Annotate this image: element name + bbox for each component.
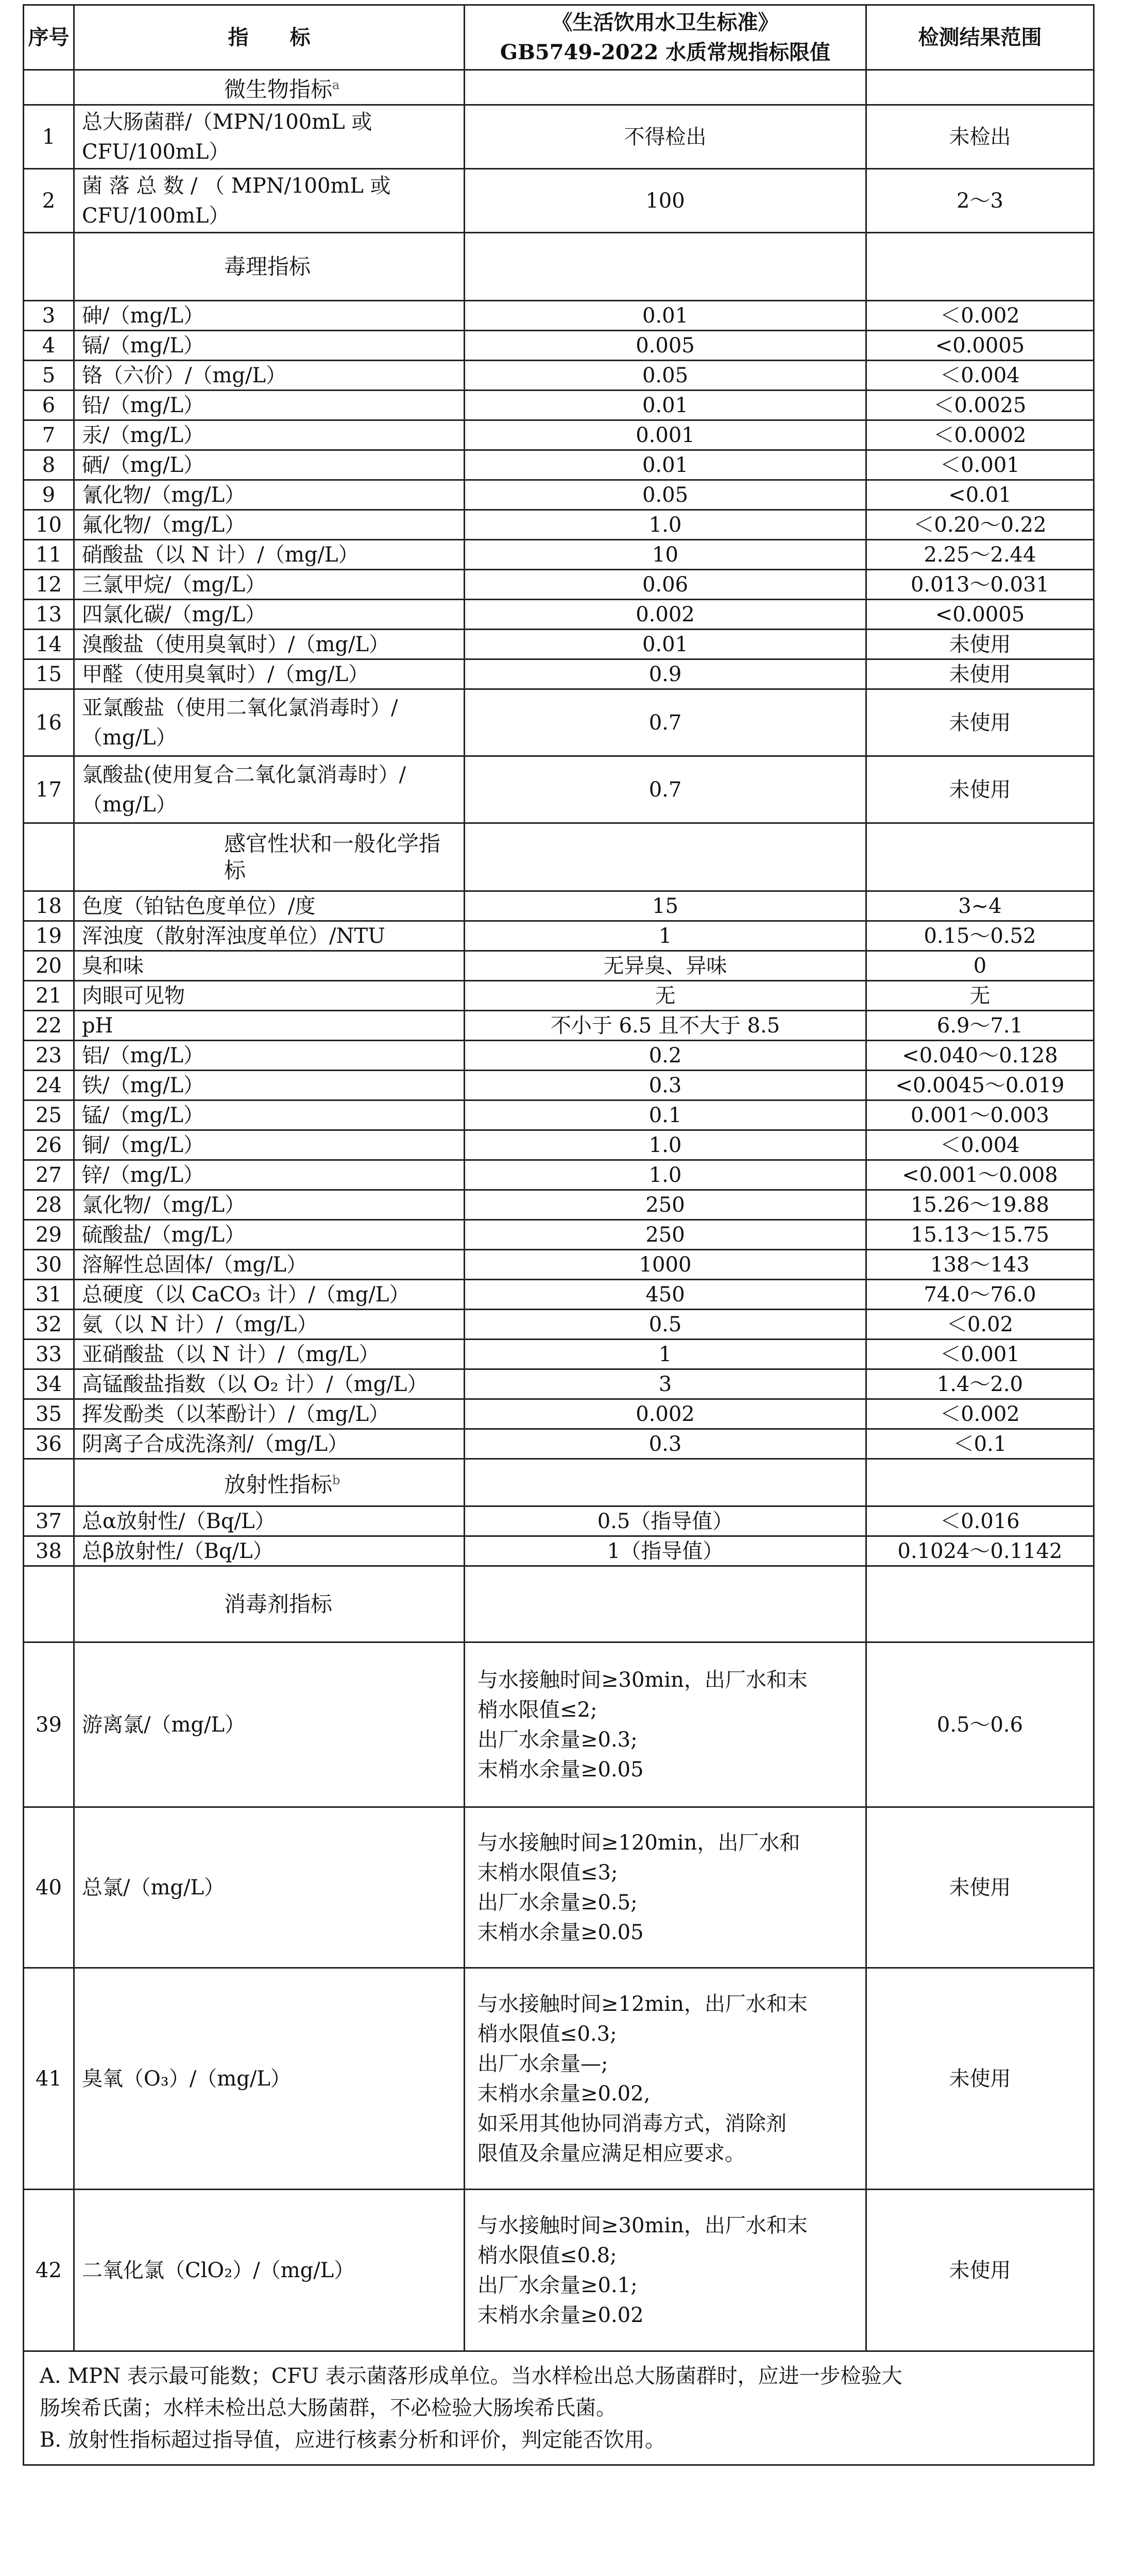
row-result: 0.013～0.031 — [866, 570, 1094, 600]
table-row — [24, 540, 1094, 570]
row-no: 15 — [24, 659, 74, 689]
row-no: 11 — [24, 540, 74, 570]
row-result: <0.0045～0.019 — [866, 1071, 1094, 1100]
table-row — [24, 1041, 1094, 1071]
note-line: B. 放射性指标超过指导值，应进行核素分析和评价，判定能否饮用。 — [40, 2428, 665, 2452]
row-indicator: 三氯甲烷/（mg/L） — [74, 570, 465, 600]
table-row — [24, 1399, 1094, 1429]
row-no: 3 — [24, 301, 74, 331]
row-result: <0.0005 — [866, 331, 1094, 361]
row-no: 18 — [24, 891, 74, 921]
row-no: 19 — [24, 921, 74, 951]
table-row — [24, 1807, 1094, 1968]
row-no: 7 — [24, 420, 74, 450]
row-limit-line: 如采用其他协同消毒方式，消除剂 — [477, 2111, 787, 2136]
section-title: 感官性状和一般化学指标 — [224, 831, 441, 883]
table-row — [24, 600, 1094, 630]
row-limit: 0.05 — [465, 480, 866, 510]
row-result: 未使用 — [866, 689, 1094, 756]
row-result: 0.5～0.6 — [866, 1642, 1094, 1807]
section-title: 毒理指标 — [224, 253, 311, 279]
row-no: 12 — [24, 570, 74, 600]
row-indicator: 总硬度（以 CaCO₃ 计）/（mg/L） — [74, 1280, 465, 1310]
table-row — [24, 689, 1094, 756]
row-indicator: 汞/（mg/L） — [74, 420, 465, 450]
row-limit-line: 与水接触时间≥30min，出厂水和末 — [477, 1668, 808, 1692]
row-no: 4 — [24, 331, 74, 361]
row-limit-line: 出厂水余量≥0.1; — [477, 2273, 638, 2297]
row-indicator: 溶解性总固体/（mg/L） — [74, 1250, 465, 1280]
table-row — [24, 1429, 1094, 1459]
table-row — [24, 1369, 1094, 1399]
row-result: 138～143 — [866, 1250, 1094, 1280]
row-result: 0 — [866, 951, 1094, 981]
table-row — [24, 510, 1094, 540]
row-indicator: 高锰酸盐指数（以 O₂ 计）/（mg/L） — [74, 1369, 465, 1399]
row-result: 未使用 — [866, 756, 1094, 823]
row-limit: 0.01 — [465, 450, 866, 480]
row-indicator: pH — [74, 1011, 465, 1041]
row-limit: 1 — [465, 921, 866, 951]
row-no: 6 — [24, 391, 74, 420]
table-row — [24, 391, 1094, 420]
row-result: ＜0.001 — [866, 450, 1094, 480]
section-row — [24, 823, 1094, 891]
row-result: 6.9～7.1 — [866, 1011, 1094, 1041]
section-row — [24, 233, 1094, 301]
row-no: 37 — [24, 1506, 74, 1536]
row-result: ＜0.002 — [866, 301, 1094, 331]
table-row — [24, 105, 1094, 169]
section-no-cell — [24, 233, 74, 301]
row-indicator: 菌 落 总 数 / （ MPN/100mL 或 CFU/100mL） — [74, 169, 465, 233]
notes-row — [24, 2351, 1094, 2465]
row-indicator: 铅/（mg/L） — [74, 391, 465, 420]
row-indicator: 氯酸盐(使用复合二氧化氯消毒时）/（mg/L） — [74, 756, 465, 823]
table-notes — [24, 2351, 1094, 2465]
row-limit-line: 出厂水余量—; — [477, 2052, 608, 2076]
row-result: 未检出 — [866, 105, 1094, 169]
row-limit: 0.06 — [465, 570, 866, 600]
row-no: 36 — [24, 1429, 74, 1459]
row-indicator: 硒/（mg/L） — [74, 450, 465, 480]
row-limit: 10 — [465, 540, 866, 570]
row-limit: 0.05 — [465, 361, 866, 391]
table-row — [24, 1280, 1094, 1310]
table-row — [24, 480, 1094, 510]
row-limit: 0.9 — [465, 659, 866, 689]
row-limit-line: 末梢水限值≤3; — [477, 1860, 618, 1885]
row-indicator: 硝酸盐（以 N 计）/（mg/L） — [74, 540, 465, 570]
table-row — [24, 1340, 1094, 1369]
row-indicator: 氰化物/（mg/L） — [74, 480, 465, 510]
row-limit: 不得检出 — [465, 105, 866, 169]
row-limit-line: 末梢水余量≥0.02, — [477, 2081, 651, 2106]
section-title: 放射性指标 — [224, 1472, 333, 1497]
row-indicator: 游离氯/（mg/L） — [74, 1642, 465, 1807]
row-indicator: 挥发酚类（以苯酚计）/（mg/L） — [74, 1399, 465, 1429]
row-limit-line: 出厂水余量≥0.5; — [477, 1890, 638, 1914]
row-result: 1.4～2.0 — [866, 1369, 1094, 1399]
row-no: 33 — [24, 1340, 74, 1369]
table-row — [24, 169, 1094, 233]
row-no: 42 — [24, 2190, 74, 2351]
row-no: 8 — [24, 450, 74, 480]
header-no: 序号 — [24, 5, 74, 70]
row-no: 17 — [24, 756, 74, 823]
row-no: 39 — [24, 1642, 74, 1807]
section-row — [24, 1566, 1094, 1642]
row-result: 74.0～76.0 — [866, 1280, 1094, 1310]
row-no: 34 — [24, 1369, 74, 1399]
section-title: 微生物指标 — [224, 77, 333, 102]
row-limit: 250 — [465, 1190, 866, 1220]
section-row — [24, 1459, 1094, 1506]
section-title-cell — [74, 1459, 465, 1506]
row-limit: 15 — [465, 891, 866, 921]
table-row — [24, 1071, 1094, 1100]
row-limit: 1.0 — [465, 1130, 866, 1160]
table-row — [24, 1160, 1094, 1190]
table-row — [24, 630, 1094, 659]
row-indicator: 氯化物/（mg/L） — [74, 1190, 465, 1220]
row-no: 10 — [24, 510, 74, 540]
row-limit-line: 末梢水余量≥0.05 — [477, 1920, 644, 1944]
section-footnote-mark: a — [332, 78, 340, 92]
header-limit-line1: 《生活饮用水卫生标准》 — [552, 10, 779, 35]
row-indicator: 总β放射性/（Bq/L） — [74, 1536, 465, 1566]
row-limit: 3 — [465, 1369, 866, 1399]
header-limit-line2: GB5749-2022 水质常规指标限值 — [500, 40, 831, 64]
row-no: 28 — [24, 1190, 74, 1220]
table-row — [24, 1011, 1094, 1041]
table-row — [24, 570, 1094, 600]
row-indicator: 铜/（mg/L） — [74, 1130, 465, 1160]
row-limit: 0.7 — [465, 756, 866, 823]
section-row — [24, 70, 1094, 105]
row-result: 未使用 — [866, 1807, 1094, 1968]
row-indicator: 二氧化氯（ClO₂）/（mg/L） — [74, 2190, 465, 2351]
row-limit: 100 — [465, 169, 866, 233]
table-row — [24, 1310, 1094, 1340]
row-limit: 250 — [465, 1220, 866, 1250]
row-limit: 1 — [465, 1340, 866, 1369]
section-result-cell — [866, 1459, 1094, 1506]
row-limit — [465, 2190, 866, 2351]
row-limit: 0.5（指导值） — [465, 1506, 866, 1536]
row-no: 32 — [24, 1310, 74, 1340]
row-result: ＜0.002 — [866, 1399, 1094, 1429]
row-limit-line: 梢水限值≤2; — [477, 1698, 597, 1722]
row-no: 23 — [24, 1041, 74, 1071]
row-limit — [465, 1968, 866, 2190]
row-result: ＜0.004 — [866, 361, 1094, 391]
row-limit: 无异臭、异味 — [465, 951, 866, 981]
table-row — [24, 981, 1094, 1011]
section-result-cell — [866, 823, 1094, 891]
section-limit-cell — [465, 1566, 866, 1642]
row-no: 13 — [24, 600, 74, 630]
row-limit-line: 梢水限值≤0.3; — [477, 2022, 617, 2046]
section-no-cell — [24, 1459, 74, 1506]
row-limit: 450 — [465, 1280, 866, 1310]
row-result: 15.26～19.88 — [866, 1190, 1094, 1220]
row-indicator: 阴离子合成洗涤剂/（mg/L） — [74, 1429, 465, 1459]
row-result: ＜0.20～0.22 — [866, 510, 1094, 540]
row-limit: 0.01 — [465, 630, 866, 659]
section-title-cell — [74, 233, 465, 301]
row-limit: 0.2 — [465, 1041, 866, 1071]
section-footnote-mark: b — [332, 1473, 340, 1487]
row-no: 22 — [24, 1011, 74, 1041]
row-result: ＜0.001 — [866, 1340, 1094, 1369]
row-indicator: 臭氧（O₃）/（mg/L） — [74, 1968, 465, 2190]
table-row — [24, 921, 1094, 951]
section-title: 消毒剂指标 — [224, 1591, 333, 1617]
row-no: 9 — [24, 480, 74, 510]
row-indicator: 亚氯酸盐（使用二氧化氯消毒时）/（mg/L） — [74, 689, 465, 756]
row-result: 2.25～2.44 — [866, 540, 1094, 570]
row-indicator: 肉眼可见物 — [74, 981, 465, 1011]
table-row — [24, 1190, 1094, 1220]
table-row — [24, 420, 1094, 450]
row-limit: 0.001 — [465, 420, 866, 450]
row-no: 40 — [24, 1807, 74, 1968]
row-result: ＜0.0002 — [866, 420, 1094, 450]
row-no: 31 — [24, 1280, 74, 1310]
row-limit: 0.002 — [465, 600, 866, 630]
section-title-cell — [74, 70, 465, 105]
row-indicator: 甲醛（使用臭氧时）/（mg/L） — [74, 659, 465, 689]
table-row — [24, 951, 1094, 981]
row-indicator: 臭和味 — [74, 951, 465, 981]
row-limit: 不小于 6.5 且不大于 8.5 — [465, 1011, 866, 1041]
row-result: 0.001～0.003 — [866, 1100, 1094, 1130]
table-row — [24, 450, 1094, 480]
row-limit — [465, 1807, 866, 1968]
row-indicator: 氟化物/（mg/L） — [74, 510, 465, 540]
water-quality-document — [23, 4, 1093, 2466]
row-limit: 1（指导值） — [465, 1536, 866, 1566]
table-row — [24, 659, 1094, 689]
row-no: 38 — [24, 1536, 74, 1566]
row-result: ＜0.004 — [866, 1130, 1094, 1160]
table-row — [24, 1642, 1094, 1807]
row-indicator: 铝/（mg/L） — [74, 1041, 465, 1071]
row-limit: 1000 — [465, 1250, 866, 1280]
row-limit-line: 限值及余量应满足相应要求。 — [477, 2141, 745, 2165]
table-row — [24, 1130, 1094, 1160]
row-result: <0.001～0.008 — [866, 1160, 1094, 1190]
row-result: 未使用 — [866, 659, 1094, 689]
row-no: 5 — [24, 361, 74, 391]
row-indicator: 锰/（mg/L） — [74, 1100, 465, 1130]
row-result: 未使用 — [866, 630, 1094, 659]
row-no: 41 — [24, 1968, 74, 2190]
row-no: 2 — [24, 169, 74, 233]
table-header-row — [24, 5, 1094, 70]
row-no: 24 — [24, 1071, 74, 1100]
row-limit: 无 — [465, 981, 866, 1011]
table-row — [24, 756, 1094, 823]
row-result: 无 — [866, 981, 1094, 1011]
table-row — [24, 2190, 1094, 2351]
row-result: ＜0.016 — [866, 1506, 1094, 1536]
header-result: 检测结果范围 — [866, 5, 1094, 70]
row-limit: 0.002 — [465, 1399, 866, 1429]
row-result: ＜0.0025 — [866, 391, 1094, 420]
row-limit: 0.01 — [465, 301, 866, 331]
section-result-cell — [866, 233, 1094, 301]
water-quality-table — [23, 4, 1095, 2466]
row-result: 未使用 — [866, 2190, 1094, 2351]
row-result: 0.1024～0.1142 — [866, 1536, 1094, 1566]
row-limit: 0.5 — [465, 1310, 866, 1340]
section-limit-cell — [465, 1459, 866, 1506]
section-result-cell — [866, 1566, 1094, 1642]
row-limit-line: 末梢水余量≥0.02 — [477, 2303, 644, 2327]
row-no: 1 — [24, 105, 74, 169]
section-result-cell — [866, 70, 1094, 105]
table-row — [24, 1536, 1094, 1566]
row-indicator: 总α放射性/（Bq/L） — [74, 1506, 465, 1536]
table-row — [24, 1250, 1094, 1280]
row-indicator: 色度（铂钴色度单位）/度 — [74, 891, 465, 921]
section-title-cell — [74, 823, 465, 891]
row-indicator: 硫酸盐/（mg/L） — [74, 1220, 465, 1250]
row-result: 15.13～15.75 — [866, 1220, 1094, 1250]
row-limit: 0.005 — [465, 331, 866, 361]
row-limit-line: 与水接触时间≥30min，出厂水和末 — [477, 2213, 808, 2238]
row-result: 2～3 — [866, 169, 1094, 233]
row-result: ＜0.1 — [866, 1429, 1094, 1459]
row-limit: 0.1 — [465, 1100, 866, 1130]
row-indicator: 浑浊度（散射浑浊度单位）/NTU — [74, 921, 465, 951]
section-no-cell — [24, 70, 74, 105]
row-indicator: 氨（以 N 计）/（mg/L） — [74, 1310, 465, 1340]
note-line: 肠埃希氏菌；水样未检出总大肠菌群，不必检验大肠埃希氏菌。 — [40, 2396, 617, 2420]
section-title-cell — [74, 1566, 465, 1642]
row-limit-line: 出厂水余量≥0.3; — [477, 1727, 638, 1752]
section-limit-cell — [465, 70, 866, 105]
row-result: ＜0.02 — [866, 1310, 1094, 1340]
table-row — [24, 1968, 1094, 2190]
table-row — [24, 1220, 1094, 1250]
table-row — [24, 331, 1094, 361]
row-limit: 1.0 — [465, 1160, 866, 1190]
row-result: 0.15～0.52 — [866, 921, 1094, 951]
table-row — [24, 1506, 1094, 1536]
row-result: <0.01 — [866, 480, 1094, 510]
row-limit: 0.3 — [465, 1429, 866, 1459]
row-limit-line: 与水接触时间≥12min，出厂水和末 — [477, 1992, 808, 2016]
row-limit-line: 与水接触时间≥120min，出厂水和 — [477, 1831, 800, 1855]
section-limit-cell — [465, 233, 866, 301]
row-limit: 0.7 — [465, 689, 866, 756]
row-indicator: 总大肠菌群/（MPN/100mL 或 CFU/100mL） — [74, 105, 465, 169]
row-indicator: 铁/（mg/L） — [74, 1071, 465, 1100]
row-no: 16 — [24, 689, 74, 756]
table-row — [24, 891, 1094, 921]
row-limit: 0.3 — [465, 1071, 866, 1100]
row-indicator: 镉/（mg/L） — [74, 331, 465, 361]
header-limit — [465, 5, 866, 70]
row-limit-line: 末梢水余量≥0.05 — [477, 1757, 644, 1782]
row-indicator: 四氯化碳/（mg/L） — [74, 600, 465, 630]
row-limit — [465, 1642, 866, 1807]
table-body — [24, 70, 1094, 2351]
note-line: A. MPN 表示最可能数；CFU 表示菌落形成单位。当水样检出总大肠菌群时，应进一步检验大 — [40, 2364, 902, 2388]
header-indicator: 指 标 — [74, 5, 465, 70]
row-result: <0.040～0.128 — [866, 1041, 1094, 1071]
row-result: 3~4 — [866, 891, 1094, 921]
table-row — [24, 1100, 1094, 1130]
row-no: 35 — [24, 1399, 74, 1429]
row-result: <0.0005 — [866, 600, 1094, 630]
row-indicator: 锌/（mg/L） — [74, 1160, 465, 1190]
row-no: 30 — [24, 1250, 74, 1280]
row-no: 29 — [24, 1220, 74, 1250]
section-no-cell — [24, 823, 74, 891]
section-no-cell — [24, 1566, 74, 1642]
row-indicator: 砷/（mg/L） — [74, 301, 465, 331]
row-indicator: 溴酸盐（使用臭氧时）/（mg/L） — [74, 630, 465, 659]
row-indicator: 亚硝酸盐（以 N 计）/（mg/L） — [74, 1340, 465, 1369]
section-limit-cell — [465, 823, 866, 891]
row-limit: 0.01 — [465, 391, 866, 420]
row-indicator: 总氯/（mg/L） — [74, 1807, 465, 1968]
table-row — [24, 301, 1094, 331]
row-no: 26 — [24, 1130, 74, 1160]
row-no: 25 — [24, 1100, 74, 1130]
table-row — [24, 361, 1094, 391]
row-result: 未使用 — [866, 1968, 1094, 2190]
row-no: 14 — [24, 630, 74, 659]
row-no: 20 — [24, 951, 74, 981]
row-no: 27 — [24, 1160, 74, 1190]
row-limit-line: 梢水限值≤0.8; — [477, 2243, 617, 2267]
row-no: 21 — [24, 981, 74, 1011]
row-indicator: 铬（六价）/（mg/L） — [74, 361, 465, 391]
row-limit: 1.0 — [465, 510, 866, 540]
